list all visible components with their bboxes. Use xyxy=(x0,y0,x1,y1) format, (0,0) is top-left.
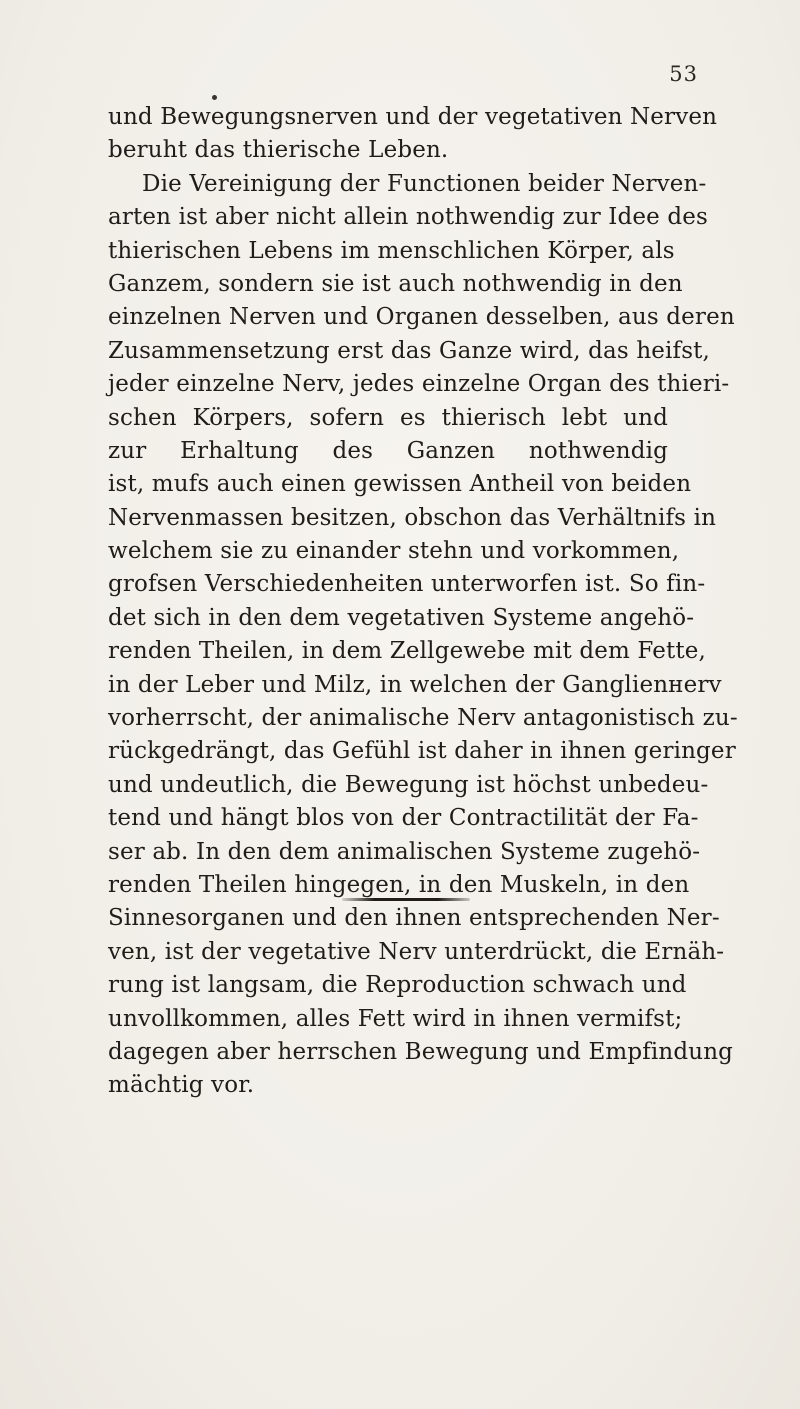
body-text xyxy=(108,101,738,1103)
text-line: dagegen aber herrschen Bewegung und Empfindung xyxy=(108,1038,734,1065)
text-line: ist, mufs auch einen gewissen Antheil von beiden xyxy=(108,471,692,498)
paragraph-start-line: Die Vereinigung der Functionen beider Nerven- xyxy=(142,170,707,197)
text-line: Sinnesorganen und den ihnen entsprechenden Ner- xyxy=(108,905,720,932)
text-line: schen Körpers, sofern es thierisch lebt und xyxy=(108,404,668,431)
text-line: rung ist langsam, die Reproduction schwach und xyxy=(108,972,687,999)
text-line: unvollkommen, alles Fett wird in ihnen vermifst; xyxy=(108,1005,683,1032)
text-line: einzelnen Nerven und Organen desselben, aus deren xyxy=(108,304,735,331)
text-line: in der Leber und Milz, in welchen der Ganglienнerv xyxy=(108,671,722,698)
page-number: 53 xyxy=(669,62,698,86)
text-line: welchem sie zu einander stehn und vorkommen, xyxy=(108,538,680,565)
text-line: det sich in den dem vegetativen Systeme angehö- xyxy=(108,604,695,631)
text-line: rückgedrängt, das Gefühl ist daher in ihnen geringer xyxy=(108,738,736,765)
text-line: zur Erhaltung des Ganzen nothwendig xyxy=(108,437,668,464)
text-line: und undeutlich, die Bewegung ist höchst unbedeu- xyxy=(108,771,709,798)
text-line: tend und hängt blos von der Contractilität der Fa- xyxy=(108,805,699,832)
text-line: und Bewegungsnerven und der vegetativen Nerven xyxy=(108,104,718,130)
text-line: jeder einzelne Nerv, jedes einzelne Organ des thieri- xyxy=(108,371,730,398)
text-line: ser ab. In den dem animalischen Systeme zugehö- xyxy=(108,838,701,865)
text-line: renden Theilen hingegen, in den Muskeln, in den xyxy=(108,871,690,898)
text-line: mächtig vor. xyxy=(108,1072,255,1099)
text-line: beruht das thierische Leben. xyxy=(108,137,449,164)
text-line: vorherrscht, der animalische Nerv antagonistisch zu- xyxy=(108,705,738,732)
text-line: thierischen Lebens im menschlichen Körper, als xyxy=(108,237,675,264)
section-end-rule xyxy=(342,898,470,901)
text-line: Zusammensetzung erst das Ganze wird, das heifst, xyxy=(108,337,711,364)
text-line: renden Theilen, in dem Zellgewebe mit dem Fette, xyxy=(108,638,707,665)
text-line: grofsen Verschiedenheiten unterworfen ist. So fin- xyxy=(108,571,706,598)
text-line: Nervenmassen besitzen, obschon das Verhältnifs in xyxy=(108,504,717,531)
ink-speck xyxy=(212,95,217,100)
text-line: Ganzem, sondern sie ist auch nothwendig in den xyxy=(108,270,683,297)
text-line: arten ist aber nicht allein nothwendig zur Idee des xyxy=(108,204,708,231)
text-line: ven, ist der vegetative Nerv unterdrückt, die Ernäh- xyxy=(108,938,725,965)
